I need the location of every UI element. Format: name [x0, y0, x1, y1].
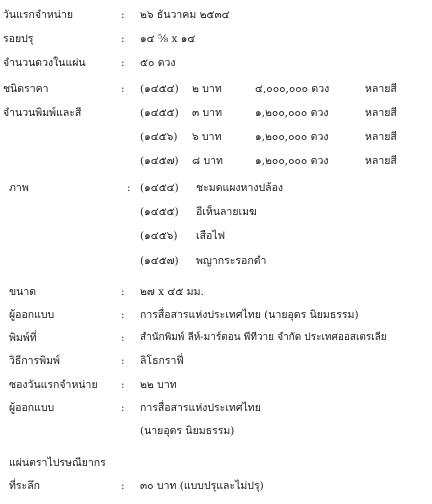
print-method-row: [0, 351, 432, 371]
denomination-label: ชนิดราคา: [3, 83, 49, 95]
colon: :: [121, 33, 125, 45]
image-code: (๑๔๕๗): [140, 255, 179, 267]
fdc-row: [0, 375, 432, 395]
denomination-code: (๑๔๕๔): [140, 83, 179, 95]
printer-row: [0, 328, 432, 348]
perforation-row: [0, 29, 432, 49]
print-method-label: วิธีการพิมพ์: [9, 355, 60, 367]
designer-value: การสื่อสารแห่งประเทศไทย (นายอุดร นิยมธรรม): [140, 309, 359, 321]
colon: :: [127, 182, 131, 194]
colon: :: [121, 9, 125, 21]
denomination-quantity: ๑,๒๐๐,๐๐๐ ดวง: [255, 107, 329, 119]
fdc-designer-value: (นายอุดร นิยมธรรม): [140, 425, 235, 437]
stamps-per-sheet-value: ๕๐ ดวง: [140, 57, 176, 69]
denomination-row: [0, 127, 432, 147]
fdc-designer-row: [0, 398, 432, 418]
image-row: [0, 226, 432, 246]
image-name: อีเห็นลายเมฆ: [196, 206, 257, 218]
perforation-value: ๑๔ ⅝ x ๑๔: [140, 33, 196, 45]
denomination-color: หลายสี: [365, 83, 397, 95]
image-name: พญากระรอกดำ: [196, 255, 267, 267]
issue-date-row: [0, 5, 432, 25]
denomination-row: [0, 151, 432, 171]
souvenir-sheet-label: ที่ระลึก: [9, 480, 40, 492]
colon: :: [121, 309, 125, 321]
stamps-per-sheet-label: จำนวนดวงในแผ่น: [3, 57, 86, 69]
stamps-per-sheet-row: [0, 53, 432, 73]
souvenir-sheet-row: [0, 476, 432, 496]
colon: :: [121, 83, 125, 95]
denomination-color: หลายสี: [365, 155, 397, 167]
colon: :: [121, 402, 125, 414]
colon: :: [121, 480, 125, 492]
denomination-price: ๖ บาท: [192, 131, 222, 143]
fdc-designer-row: [0, 421, 432, 441]
perforation-label: รอยปรุ: [3, 33, 34, 45]
issue-date-label: วันแรกจำหน่าย: [3, 9, 74, 21]
souvenir-sheet-row: [0, 453, 432, 473]
denomination-code: (๑๔๕๗): [140, 155, 179, 167]
size-row: [0, 282, 432, 302]
image-name: เสือไฟ: [196, 230, 226, 242]
colon: :: [121, 379, 125, 391]
denomination-price: ๓ บาท: [192, 107, 222, 119]
denomination-color: หลายสี: [365, 131, 397, 143]
colon: :: [121, 57, 125, 69]
denomination-price: ๒ บาท: [192, 83, 222, 95]
denomination-quantity: ๔,๐๐๐,๐๐๐ ดวง: [255, 83, 330, 95]
size-label: ขนาด: [9, 286, 37, 298]
denomination-price: ๘ บาท: [192, 155, 223, 167]
souvenir-sheet-value: ๓๐ บาท (แบบปรุและไม่ปรุ): [140, 480, 264, 492]
image-row: [0, 251, 432, 271]
image-code: (๑๔๕๕): [140, 206, 179, 218]
denomination-code: (๑๔๕๕): [140, 107, 179, 119]
designer-row: [0, 305, 432, 325]
souvenir-sheet-label: แผ่นตราไปรษณียากร: [9, 457, 106, 469]
colon: :: [121, 286, 125, 298]
printer-value: สำนักพิมพ์ ลีห์-มาร์ตอน พีทีวาย จำกัด ประเทศออสเตรเลีย: [140, 332, 387, 343]
fdc-designer-value: การสื่อสารแห่งประเทศไทย: [140, 402, 261, 414]
image-code: (๑๔๕๔): [140, 182, 179, 194]
denomination-quantity: ๑,๒๐๐,๐๐๐ ดวง: [255, 155, 329, 167]
fdc-value: ๒๒ บาท: [140, 379, 177, 391]
denomination-code: (๑๔๕๖): [140, 131, 178, 143]
denomination-quantity: ๑,๒๐๐,๐๐๐ ดวง: [255, 131, 329, 143]
denomination-row: [0, 79, 432, 99]
print-quantity-label: จำนวนพิมพ์และสี: [3, 107, 82, 119]
fdc-designer-label: ผู้ออกแบบ: [9, 402, 55, 414]
size-value: ๒๗ x ๔๕ มม.: [140, 286, 204, 298]
designer-label: ผู้ออกแบบ: [9, 309, 55, 321]
printer-label: พิมพ์ที่: [9, 332, 37, 344]
image-label: ภาพ: [9, 182, 29, 194]
fdc-label: ซองวันแรกจำหน่าย: [9, 379, 98, 391]
image-code: (๑๔๕๖): [140, 230, 178, 242]
issue-date-value: ๒๖ ธันวาคม ๒๕๓๔: [140, 9, 230, 21]
denomination-color: หลายสี: [365, 107, 397, 119]
colon: :: [121, 355, 125, 367]
print-method-value: ลิโธกราฟี่: [140, 355, 184, 367]
colon: :: [121, 332, 125, 344]
denomination-row: [0, 103, 432, 123]
image-row: [0, 178, 432, 198]
image-row: [0, 202, 432, 222]
image-name: ชะมดแผงหางปล้อง: [196, 182, 284, 194]
